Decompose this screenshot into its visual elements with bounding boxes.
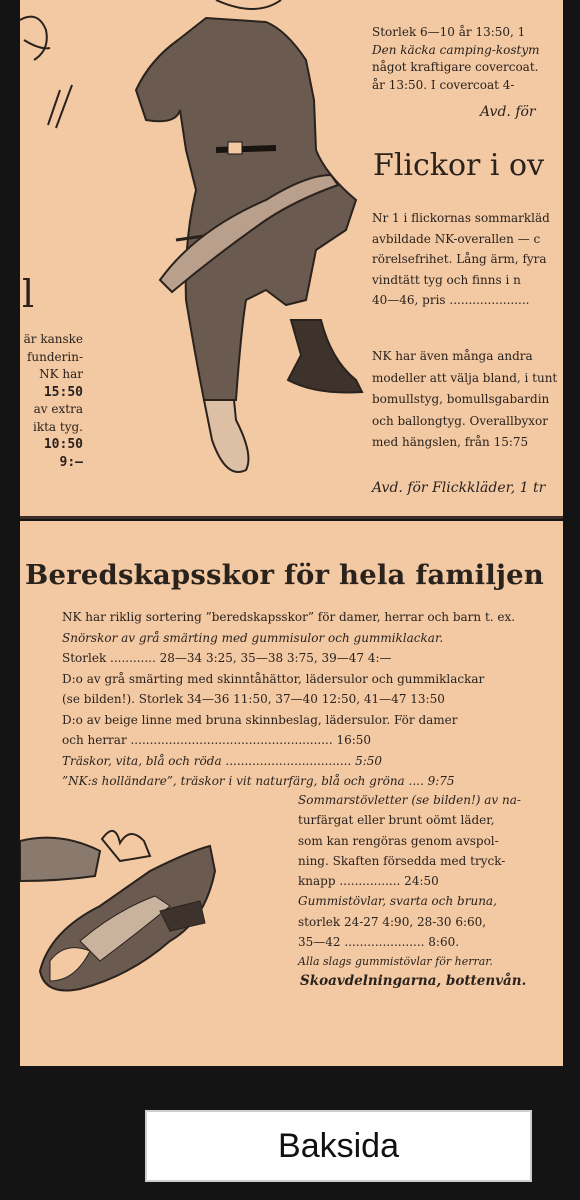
shoe-line: Träskor, vita, blå och röda ................................. 5:50: [62, 753, 383, 768]
stovlar-line: turfärgat eller brunt oömt läder,: [298, 813, 495, 828]
left-line: är kanske: [23, 332, 83, 346]
beredskapsskor-heading: Beredskapsskor för hela familjen: [25, 559, 545, 591]
caption-label: [145, 1110, 532, 1182]
stovlar-line: ning. Skaften försedda med tryck-: [298, 853, 506, 868]
flickor-line: modeller att välja bland, i tunt: [372, 370, 558, 385]
left-partial-heading: l: [22, 272, 35, 316]
top-right-line: något kraftigare covercoat.: [372, 60, 539, 74]
left-price: 15:50: [43, 384, 83, 400]
shoe-line: D:o av beige linne med bruna skinnbeslag, lädersulor. För damer: [62, 712, 458, 727]
left-price: 10:50: [43, 437, 83, 452]
stovlar-line: 35—42 ..................... 8:60.: [298, 935, 460, 950]
stovlar-line: storlek 24-27 4:90, 28-30 6:60,: [298, 914, 487, 929]
flickor-line: och ballongtyg. Overallbyxor: [372, 413, 549, 428]
intro-line: NK har riklig sortering ”beredskapsskor” för damer, herrar och barn t. ex.: [62, 610, 516, 624]
flickor-heading: Flickor i ov: [373, 148, 545, 183]
flickor-line: Nr 1 i flickornas sommarkläd: [372, 211, 550, 225]
skoavdelningarna-label: Skoavdelningarna, bottenvån.: [300, 973, 527, 989]
avd-right-label: Avd. för: [480, 104, 536, 120]
flickor-line: vindtätt tyg och finns i n: [372, 272, 521, 287]
caption-text: Baksida: [278, 1126, 399, 1165]
flickor-line: bomullstyg, bomullsgabardin: [372, 392, 550, 406]
shoe-line: D:o av grå smärting med skinntåhättor, lädersulor och gummiklackar: [62, 671, 485, 686]
shoe-line: Storlek ............ 28—34 3:25, 35—38 3:75, 39—47 4:—: [62, 651, 392, 665]
shoe-line: (se bilden!). Storlek 34—36 11:50, 37—40 12:50, 41—47 13:50: [62, 692, 445, 706]
flickor-line: 40—46, pris .....................: [372, 293, 530, 307]
top-right-line: år 13:50. I covercoat 4-: [372, 77, 515, 92]
left-line: av extra: [33, 402, 83, 416]
avd-flickklader-label: Avd. för Flickkläder, 1 tr: [372, 480, 546, 496]
stovlar-line: som kan rengöras genom avspol-: [298, 833, 499, 848]
shoe-line: ”NK:s holländare”, träskor i vit naturfärg, blå och gröna .... 9:75: [62, 774, 455, 788]
chair-sketch-image: [20, 0, 80, 130]
flickor-line: rörelsefrihet. Lång ärm, fyra: [372, 252, 547, 266]
shoe-line: Snörskor av grå smärting med gummisulor och gummiklackar.: [62, 630, 444, 645]
left-line: NK har: [39, 367, 83, 381]
shoe-line: och herrar ..................................................... 16:50: [62, 733, 372, 747]
stovlar-line: Alla slags gummistövlar för herrar.: [298, 955, 493, 969]
flickor-line: med hängslen, från 15:75: [372, 435, 529, 449]
stovlar-line: Sommarstövletter (se bilden!) av na-: [298, 793, 521, 807]
left-line: funderin-: [26, 349, 83, 364]
left-price: 9:—: [59, 454, 83, 470]
top-right-line: Den käcka camping-kostym: [372, 42, 540, 57]
flickor-line: NK har även många andra: [372, 349, 533, 363]
top-clipping: [20, 0, 563, 518]
top-right-line: Storlek 6—10 år 13:50, 1: [372, 25, 526, 39]
flickor-line: avbildade NK-overallen — c: [372, 231, 541, 246]
stovlar-line: knapp ................ 24:50: [298, 874, 439, 889]
left-line: ikta tyg.: [33, 419, 83, 434]
boy-illustration-image: [116, 0, 370, 488]
bottom-clipping: [20, 521, 563, 1066]
stovlar-line: Gummistövlar, svarta och bruna,: [298, 894, 497, 909]
shoe-illustration-image: [20, 811, 225, 1011]
clipping-divider: [20, 516, 563, 519]
